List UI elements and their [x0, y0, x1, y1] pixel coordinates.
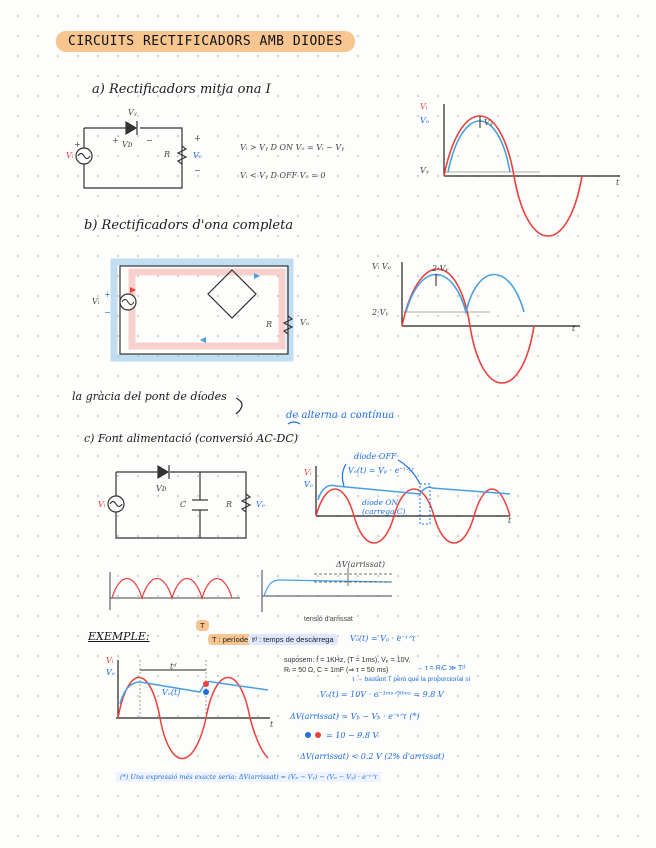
- condition-on: Vᵢ > Vᵧ D ON Vₒ = Vᵢ − Vᵧ: [240, 143, 345, 152]
- ripple-label: ΔV(arrissat): [336, 560, 385, 569]
- c-label-vd: Vᴅ: [156, 484, 167, 493]
- graph-c-note2: (carrega C): [362, 507, 406, 516]
- graph-a-t: t: [616, 178, 620, 187]
- ripple-small-right: [262, 568, 392, 612]
- graph-b-2vgamma-top: 2·Vᵧ: [432, 264, 449, 273]
- b-label-vi: Vᵢ: [92, 297, 100, 306]
- page-title: CIRCUITS RECTIFICADORS AMB DIODES: [56, 31, 355, 52]
- tag-td: tᵈ : temps de descàrrega: [248, 634, 338, 645]
- example-params: Rₗ = 50 Ω, C = 1mF (⇒ τ = 50 ms): [284, 667, 389, 674]
- label-minus-d: −: [146, 136, 153, 145]
- graph-c-formula: Vₒ(t) = Vₚ · e⁻ᵗᐟᵣᶜ: [348, 466, 415, 475]
- ex-graph-vo: Vₒ: [106, 668, 115, 677]
- example-eq2: ΔV(arrissat) ≈ Vₚ − Vₚ · e⁻ᵗᐟτ (*): [290, 712, 420, 721]
- graph-c-vi: Vᵢ: [304, 468, 312, 477]
- ex-graph-td: tᵈ: [170, 662, 177, 671]
- label-vd: Vᴅ: [122, 140, 133, 149]
- label-plus-vi: +: [74, 140, 81, 149]
- example-blue-note: τ → bastant T però que la proporcional sí: [352, 676, 471, 683]
- graph-a-vo: Vₒ: [420, 116, 429, 125]
- label-vo: Vₒ: [193, 151, 202, 160]
- tag-t: T: [196, 620, 209, 631]
- label-plus-d: +: [112, 136, 119, 145]
- full-wave-graph: [402, 262, 580, 383]
- example-footnote: (*) Una expressió més exacte seria: ΔV(arrissat) = (Vₚ − Vᵧ) − (Vₚ − Vᵧ) · e⁻ᵗᐟτ: [116, 772, 381, 782]
- bridge-circuit: [114, 262, 292, 358]
- c-label-c: C: [180, 500, 187, 509]
- label-r: R: [164, 150, 171, 159]
- graph-c-diode-off: díode OFF: [354, 452, 397, 461]
- graph-c-note1: díode ON: [362, 498, 399, 507]
- graph-b-vivo: Vᵢ Vₒ: [372, 262, 391, 271]
- example-eq1: Vₒ(t) = 10V · e⁻¹ᵐˢᐟ⁵⁰ᵐˢ = 9.8 V: [320, 690, 444, 699]
- example-formula-top: Vₒ(t) = Vₚ · e⁻ᵗᐟτ: [350, 634, 416, 643]
- example-eq3: = 10 − 9.8 V: [326, 731, 379, 740]
- ex-graph-vi: Vᵢ: [106, 656, 114, 665]
- ex-graph-vo-t: Vₒ(t): [162, 688, 181, 697]
- ex-graph-t: t: [270, 720, 274, 729]
- example-arrow-note: → τ = RₗC ≫ Tᵈ: [416, 665, 465, 672]
- b-label-plus: +: [104, 290, 111, 299]
- example-heading: EXEMPLE:: [88, 630, 150, 643]
- graph-b-2vgamma-axis: 2·Vᵧ: [372, 308, 389, 317]
- label-minus-vo: −: [194, 166, 201, 175]
- half-wave-graph: [444, 104, 620, 236]
- c-label-r: R: [226, 500, 233, 509]
- section-a-heading: a) Rectificadors mitja ona I: [92, 82, 271, 97]
- graph-a-vi: Vᵢ: [420, 102, 428, 111]
- b-label-vo: Vₒ: [300, 318, 309, 327]
- b-label-minus: −: [104, 308, 111, 317]
- blue-note: de alterna a contínua: [286, 410, 395, 421]
- example-supposem: suposem: f = 1KHz, (T = 1ms), Vₚ = 10V,: [284, 657, 411, 664]
- label-vgamma: Vᵧ: [128, 108, 137, 117]
- b-label-r: R: [266, 320, 273, 329]
- graph-b-t: t: [572, 324, 576, 333]
- example-graph: [116, 660, 270, 759]
- c-label-vi: Vᵢ: [98, 500, 106, 509]
- section-c-heading: c) Font alimentació (conversió AC-DC): [84, 432, 299, 445]
- ripple-small-left: [110, 572, 240, 610]
- tag-period: T : període: [208, 634, 252, 645]
- condition-off: Vᵢ < Vᵧ D OFF Vₒ = 0: [240, 171, 326, 180]
- graph-c-t: t: [508, 516, 512, 525]
- graph-a-vgamma: Vᵧ: [484, 118, 493, 127]
- graph-c-vo: Vₒ: [304, 480, 313, 489]
- ripple-caption: tensió d'arrissat: [304, 616, 353, 623]
- c-label-vo: Vₒ: [256, 500, 265, 509]
- label-plus-vo: +: [194, 134, 201, 143]
- graph-a-vgamma-axis: Vᵧ: [420, 166, 429, 175]
- bridge-note: la gràcia del pont de díodes: [72, 390, 227, 403]
- section-b-heading: b) Rectificadors d'ona completa: [84, 218, 294, 233]
- example-eq4: ΔV(arrissat) < 0.2 V (2% d'arrissat): [300, 752, 445, 761]
- label-vi: Vᵢ: [66, 151, 74, 160]
